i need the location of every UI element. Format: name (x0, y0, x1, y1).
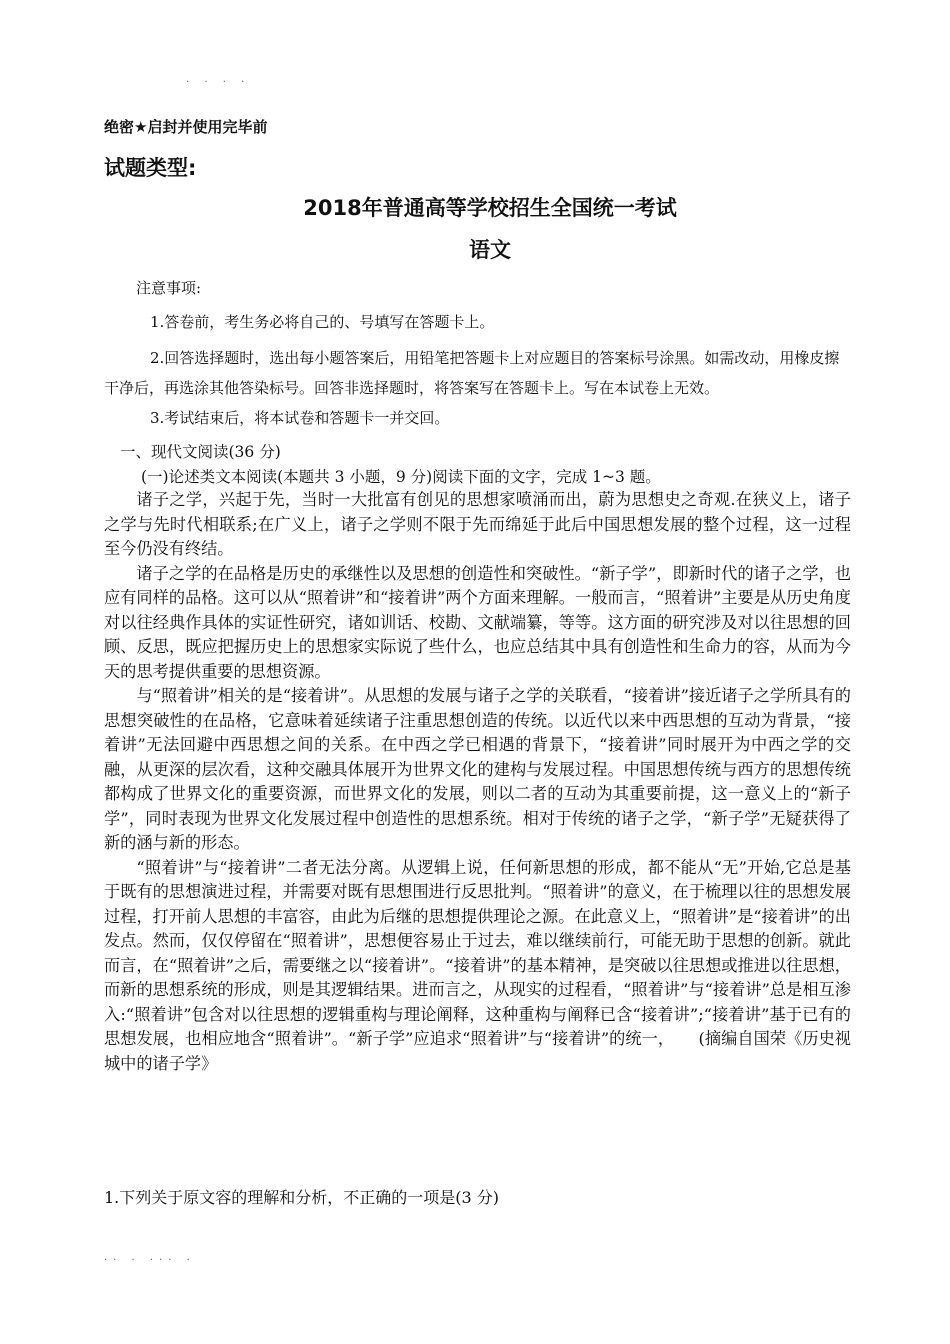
bottom-scan-marks: .. . ... . (104, 1252, 196, 1263)
top-scan-marks: . . . . (186, 74, 251, 85)
passage-paragraph-3: 与“照着讲”相关的是“接着讲”。从思想的发展与诸子之学的关联看，“接着讲”接近诸子之学所具有的思想突破性的在品格，它意味着延续诸子注重思想创造的传统。以近代以来中西思想的互动为背景，“接着讲”无法回避中西思想之间的关系。在中西之学已相遇的背景下，“接着讲”同时展开为中西之学的交融，从更深的层次看，这种交融具体展开为世界文化的建构与发展过程。中国思想传统与西方的思想传统都构成了世界文化的重要资源，而世界文化的发展，则以二者的互动为其重要前提，这一意义上的“新子学”，同时表现为世界文化发展过程中创造性的思想系统。相对于传统的诸子之学，“新子学”无疑获得了新的涵与新的形态。 (104, 686, 851, 852)
section-subtitle: (一)论述类文本阅读(本题共 3 小题，9 分)阅读下面的文字，完成 1~3 题。 (141, 468, 661, 486)
note-item-3: 3.考试结束后，将本试卷和答题卡一并交回。 (150, 409, 450, 427)
passage-paragraph-2: 诸子之学的在品格是历史的承继性以及思想的创造性和突破性。“新子学”，即新时代的诸子之学，也应有同样的品格。这可以从“照着讲”和“接着讲”两个方面来理解。一般而言，“照着讲”主要是从历史角度对以往经典作具体的实证性研究，诸如训话、校勘、文献端纂，等等。这方面的研究涉及对以往思想的回顾、反思，既应把握历史上的思想家实际说了些什么，也应总结其中具有创造性和生命力的容，从而为今天的思考提供重要的思想资源。 (104, 563, 851, 681)
passage-paragraph-4: “照着讲”与“接着讲”二者无法分离。从逻辑上说，任何新思想的形成，都不能从“无”开始,它总是基于既有的思想演进过程，并需要对既有思想围进行反思批判。“照着讲”的意义，在于梳理以往的思想发展过程，打开前人思想的丰富容，由此为后继的思想提供理论之源。在此意义上，“照着讲”是“接着讲”的出发点。然而，仅仅停留在“照着讲”，思想便容易止于过去，难以继续前行，可能无助于思想的创新。就此而言，在“照着讲”之后，需要继之以“接着讲”。“接着讲”的基本精神，是突破以往思想或推进以往思想，而新的思想系统的形成，则是其逻辑结果。进而言之，从现实的过程看，“照着讲”与“接着讲”总是相互渗入:“照着讲”包含对以往思想的逻辑重构与理论阐释，这种重构与阐释已含“接着讲”;“接着讲”基于已有的思想发展，也相应地含“照着讲”。“新子学”应追求“照着讲”与“接着讲”的统一， (摘编自国荣《历史视城中的诸子学》 (104, 857, 851, 1073)
passage-paragraph-1: 诸子之学，兴起于先，当时一大批富有创见的思想家喷涌而出，蔚为思想史之奇观.在狭义上，诸子之学与先时代相联系;在广义上，诸子之学则不限于先而绵延于此后中国思想发展的整个过程，这一过程至今仍没有终结。 (104, 490, 851, 558)
confidential-label: 绝密★启封并使用完毕前 (104, 118, 268, 136)
exam-title: 2018年普通高等学校招生全国统一考试 (303, 196, 677, 220)
section-title: 一、现代文阅读(36 分) (120, 443, 281, 461)
note-item-2: 2.回答选择题时，选出每小题答案后，用铅笔把答题卡上对应题目的答案标号涂黑。如需改动，用橡皮擦干净后，再选涂其他答染标号。回答非选择题时，将答案写在答题卡上。写在本试卷上无效。 (104, 349, 840, 397)
subject-title: 语文 (469, 238, 511, 262)
question-type-label: 试题类型: (104, 156, 197, 180)
notes-heading: 注意事项: (136, 279, 202, 297)
reading-passage (104, 488, 851, 1076)
note-item-1: 1.答卷前，考生务必将自己的、号填写在答题卡上。 (150, 313, 495, 331)
question-1: 1.下列关于原文容的理解和分析，不正确的一项是(3 分) (104, 1188, 500, 1207)
